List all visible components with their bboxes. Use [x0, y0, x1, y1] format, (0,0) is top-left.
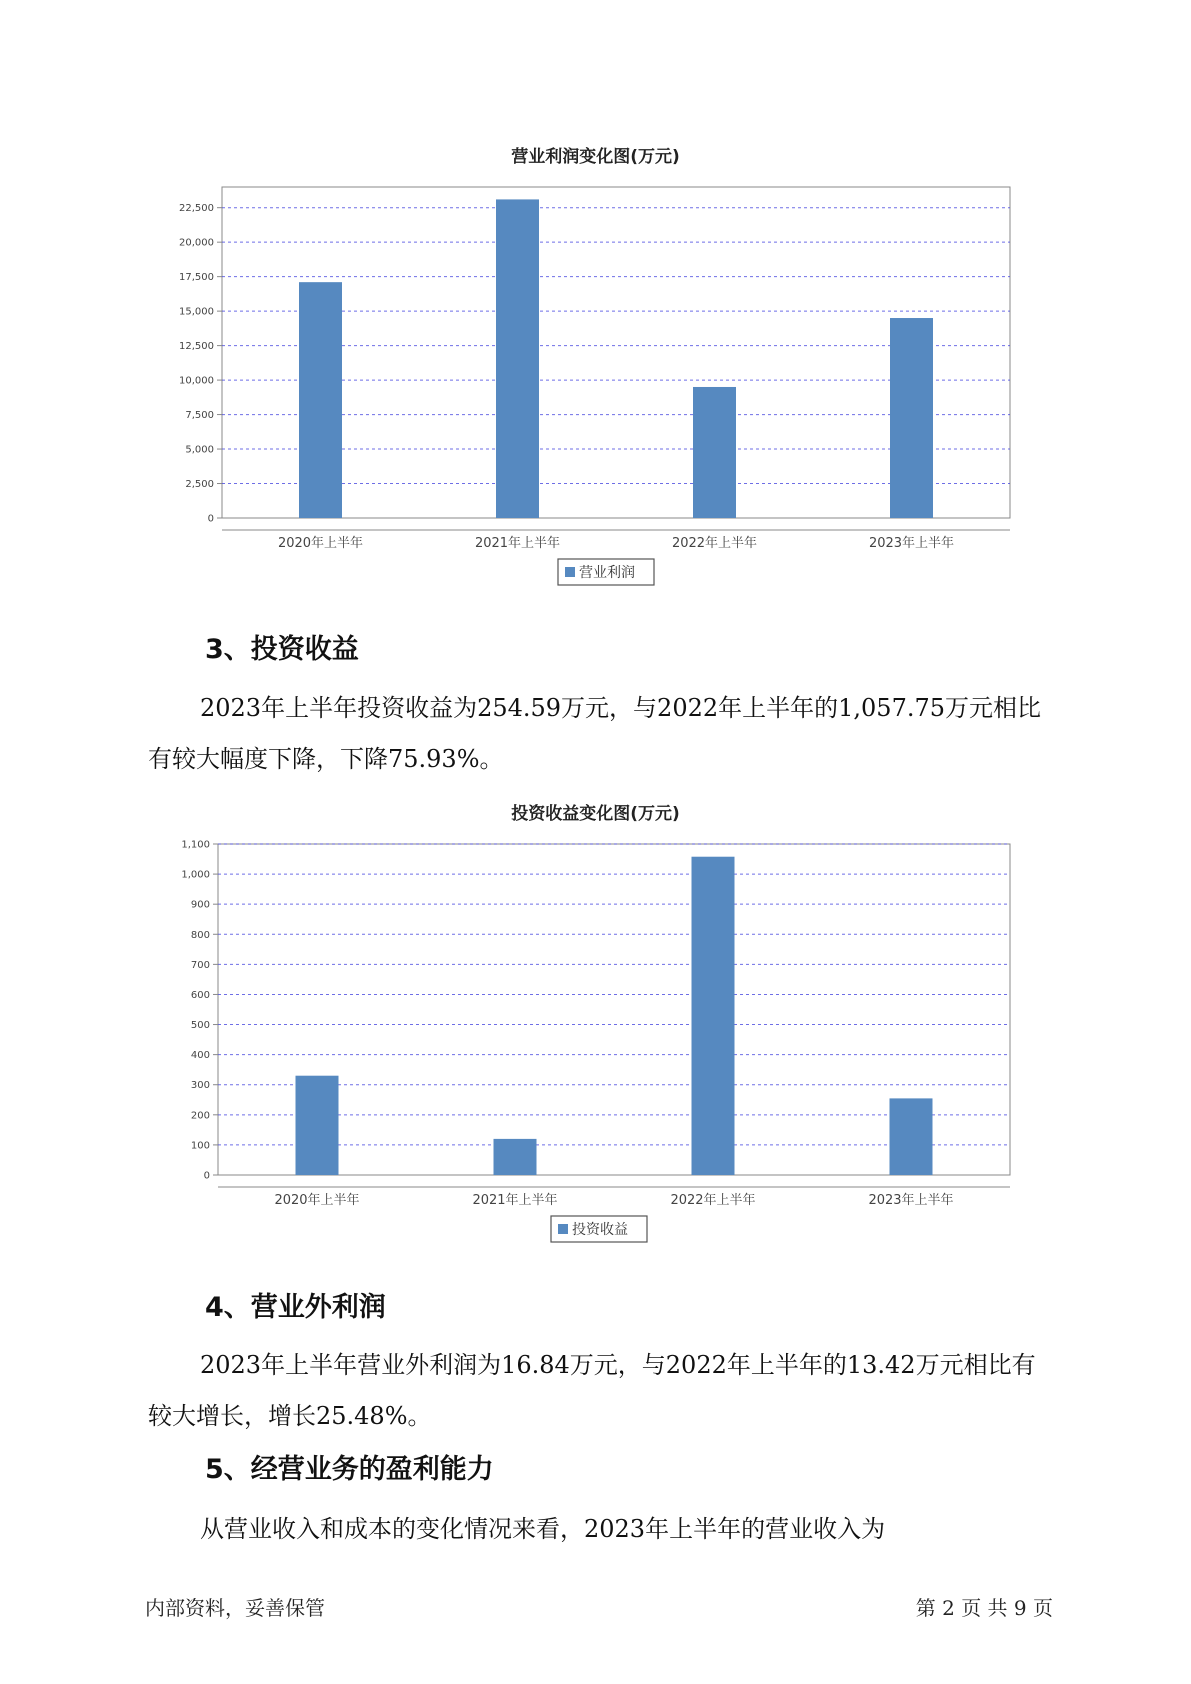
x-tick-label: 2020年上半年: [277, 536, 364, 551]
x-tick-label: 2020年上半年: [274, 1193, 360, 1208]
investment-income-chart: [0, 836, 1191, 1256]
y-tick-label: 5,000: [185, 444, 214, 456]
chart2-title: 投资收益变化图(万元): [511, 804, 680, 824]
y-tick-label: 1,000: [181, 869, 210, 881]
y-tick-label: 600: [190, 989, 210, 1001]
y-tick-label: 22,500: [179, 203, 214, 215]
operating-profit-chart: [0, 180, 1191, 600]
section-5-text: 从营业收入和成本的变化情况来看，2023年上半年的营业收入为: [200, 1515, 886, 1543]
y-tick-label: 900: [190, 899, 210, 911]
x-tick-label: 2021年上半年: [474, 536, 561, 551]
y-tick-label: 20,000: [179, 237, 214, 249]
section-4-title: 4、营业外利润: [205, 1292, 386, 1323]
bar-2021年上半年: [494, 1139, 537, 1175]
y-tick-label: 100: [190, 1140, 210, 1152]
x-tick-label: 2022年上半年: [670, 1193, 756, 1208]
y-tick-label: 10,000: [179, 375, 214, 387]
y-tick-label: 200: [190, 1110, 210, 1122]
section-3-paragraph: [148, 683, 1048, 785]
y-tick-label: 0: [207, 513, 214, 525]
x-tick-label: 2023年上半年: [868, 536, 955, 551]
y-tick-label: 15,000: [179, 306, 214, 318]
y-tick-label: 800: [190, 929, 210, 941]
legend-swatch: [565, 567, 575, 577]
legend: [558, 559, 654, 585]
x-tick-label: 2022年上半年: [671, 536, 758, 551]
bar-2020年上半年: [299, 282, 342, 518]
footer-page-number: 第 2 页 共 9 页: [915, 1596, 1053, 1620]
section-3-title: 3、投资收益: [205, 634, 359, 665]
bar-2022年上半年: [693, 387, 736, 518]
y-tick-label: 17,500: [179, 272, 214, 284]
section-4-paragraph: [148, 1340, 1048, 1442]
bar-2023年上半年: [890, 318, 933, 518]
y-tick-label: 0: [203, 1170, 210, 1182]
legend-label: 投资收益: [572, 1222, 628, 1238]
legend-label: 营业利润: [579, 565, 635, 581]
legend-swatch: [558, 1224, 568, 1234]
footer-confidential-note: 内部资料，妥善保管: [145, 1596, 325, 1620]
y-tick-label: 12,500: [179, 341, 214, 353]
bar-2020年上半年: [296, 1076, 339, 1175]
legend: [551, 1216, 647, 1242]
y-tick-label: 400: [190, 1050, 210, 1062]
y-tick-label: 700: [190, 959, 210, 971]
x-tick-label: 2021年上半年: [472, 1193, 558, 1208]
section-4-text: 2023年上半年营业外利润为16.84万元，与2022年上半年的13.42万元相比有较大增长，增长25.48%。: [148, 1351, 1036, 1430]
bar-2023年上半年: [890, 1098, 933, 1175]
bar-2021年上半年: [496, 199, 539, 518]
section-5-paragraph: [148, 1504, 1048, 1555]
section-5-title: 5、经营业务的盈利能力: [205, 1454, 494, 1485]
y-tick-label: 7,500: [185, 410, 214, 422]
y-tick-label: 2,500: [185, 479, 214, 491]
y-tick-label: 300: [190, 1080, 210, 1092]
y-tick-label: 1,100: [181, 839, 210, 851]
chart1-title: 营业利润变化图(万元): [511, 147, 680, 167]
y-tick-label: 500: [190, 1020, 210, 1032]
x-tick-label: 2023年上半年: [868, 1193, 954, 1208]
bar-2022年上半年: [692, 857, 735, 1175]
section-3-text: 2023年上半年投资收益为254.59万元，与2022年上半年的1,057.75万元相比有较大幅度下降，下降75.93%。: [148, 694, 1042, 773]
